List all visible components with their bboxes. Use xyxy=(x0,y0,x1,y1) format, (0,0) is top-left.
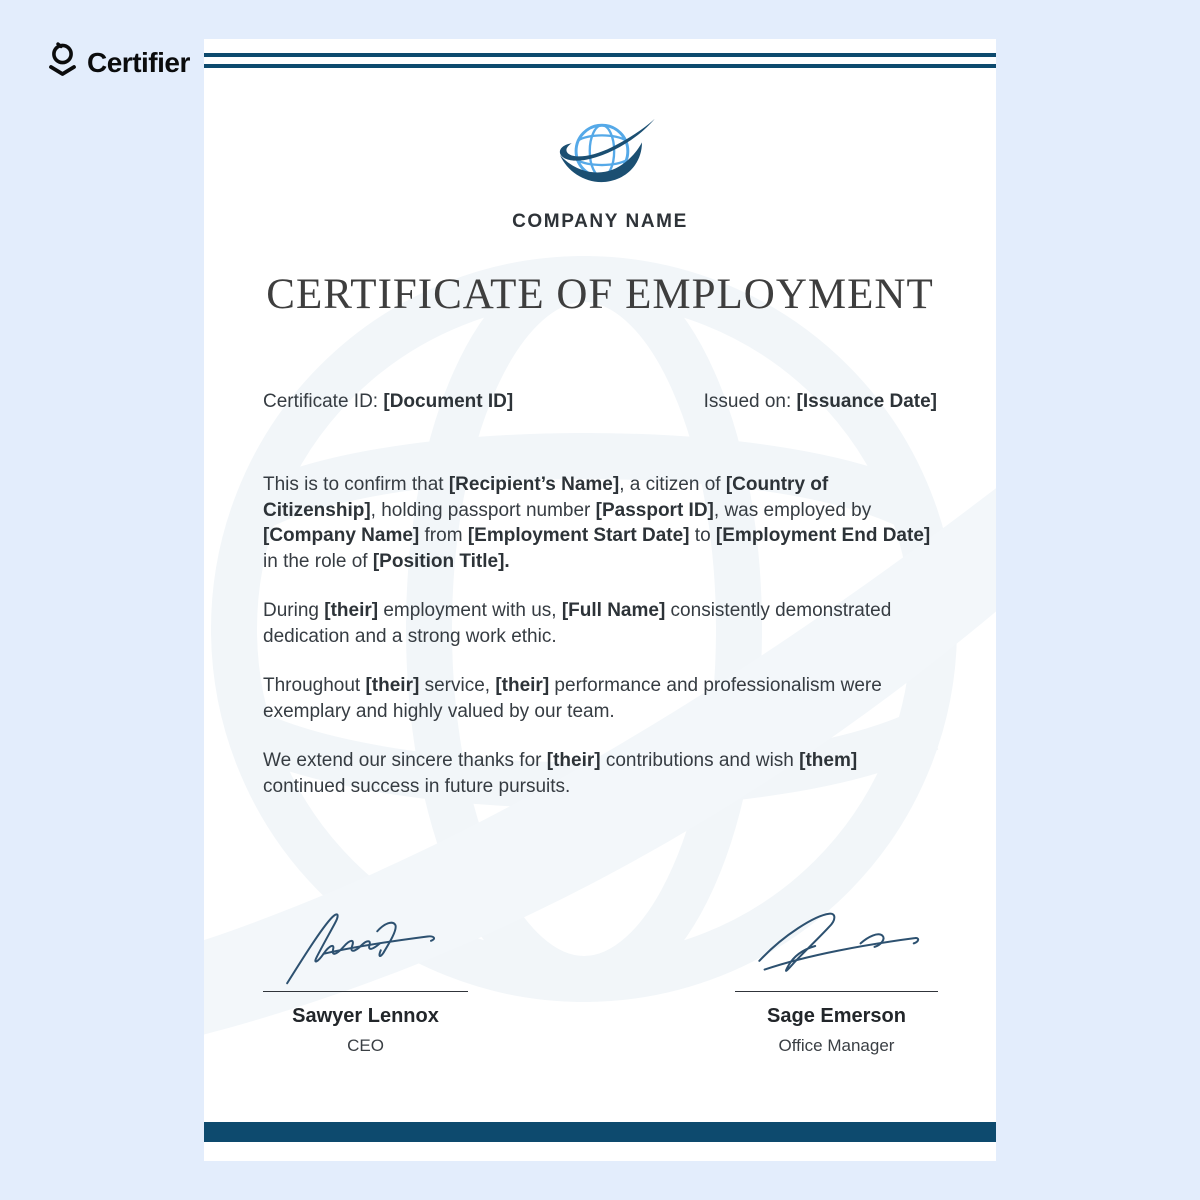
ceo-signature-icon xyxy=(275,905,457,987)
office-manager-name: Sage Emerson xyxy=(767,1005,906,1027)
certificate-id xyxy=(263,391,513,413)
ceo-name: Sawyer Lennox xyxy=(292,1005,439,1027)
issued-on-value: [Issuance Date] xyxy=(796,391,937,412)
company-logo-globe-icon xyxy=(541,115,659,202)
signature-block-ceo xyxy=(263,905,468,1056)
certifier-logo xyxy=(47,41,190,84)
body-paragraph-3: Throughout [their] service, [their] performance and professionalism were exemplary and highly valued by our team. xyxy=(263,675,882,722)
top-rule-1 xyxy=(204,53,996,57)
issued-on-label: Issued on: xyxy=(703,391,797,412)
certificate-id-label: Certificate ID: xyxy=(263,391,384,412)
certificate-id-value: [Document ID] xyxy=(383,391,514,412)
body-paragraph-2: During [their] employment with us, [Full Name] consistently demonstrated dedication and a strong work ethic. xyxy=(263,600,892,647)
office-manager-role: Office Manager xyxy=(778,1036,895,1055)
signature-block-office-manager xyxy=(735,905,938,1056)
footer-bar xyxy=(204,1122,996,1142)
body-paragraph-1: This is to confirm that [Recipient’s Name], a citizen of [Country of Citizenship], holding passport number [Passport ID], was employed by [Company Name] from [Employment Start Date] to [Employment End Date] in the role of [Position Title]. xyxy=(263,474,931,572)
top-rule-2 xyxy=(204,64,996,68)
certificate-body xyxy=(263,472,941,823)
meta-row xyxy=(263,391,937,413)
certificate-title: CERTIFICATE OF EMPLOYMENT xyxy=(266,271,934,318)
issued-on xyxy=(704,391,937,413)
ceo-role: CEO xyxy=(347,1036,384,1055)
office-manager-signature-line xyxy=(735,991,938,992)
body-paragraph-4: We extend our sincere thanks for [their] contributions and wish [them] continued success in future pursuits. xyxy=(263,750,858,797)
certifier-logo-text: Certifier xyxy=(87,46,190,78)
office-manager-signature-icon xyxy=(737,905,937,987)
company-name: COMPANY NAME xyxy=(512,211,688,232)
company-logo-block xyxy=(204,115,996,233)
certificate-page xyxy=(204,39,996,1161)
ceo-signature-line xyxy=(263,991,468,992)
certifier-badge-icon xyxy=(47,41,78,84)
